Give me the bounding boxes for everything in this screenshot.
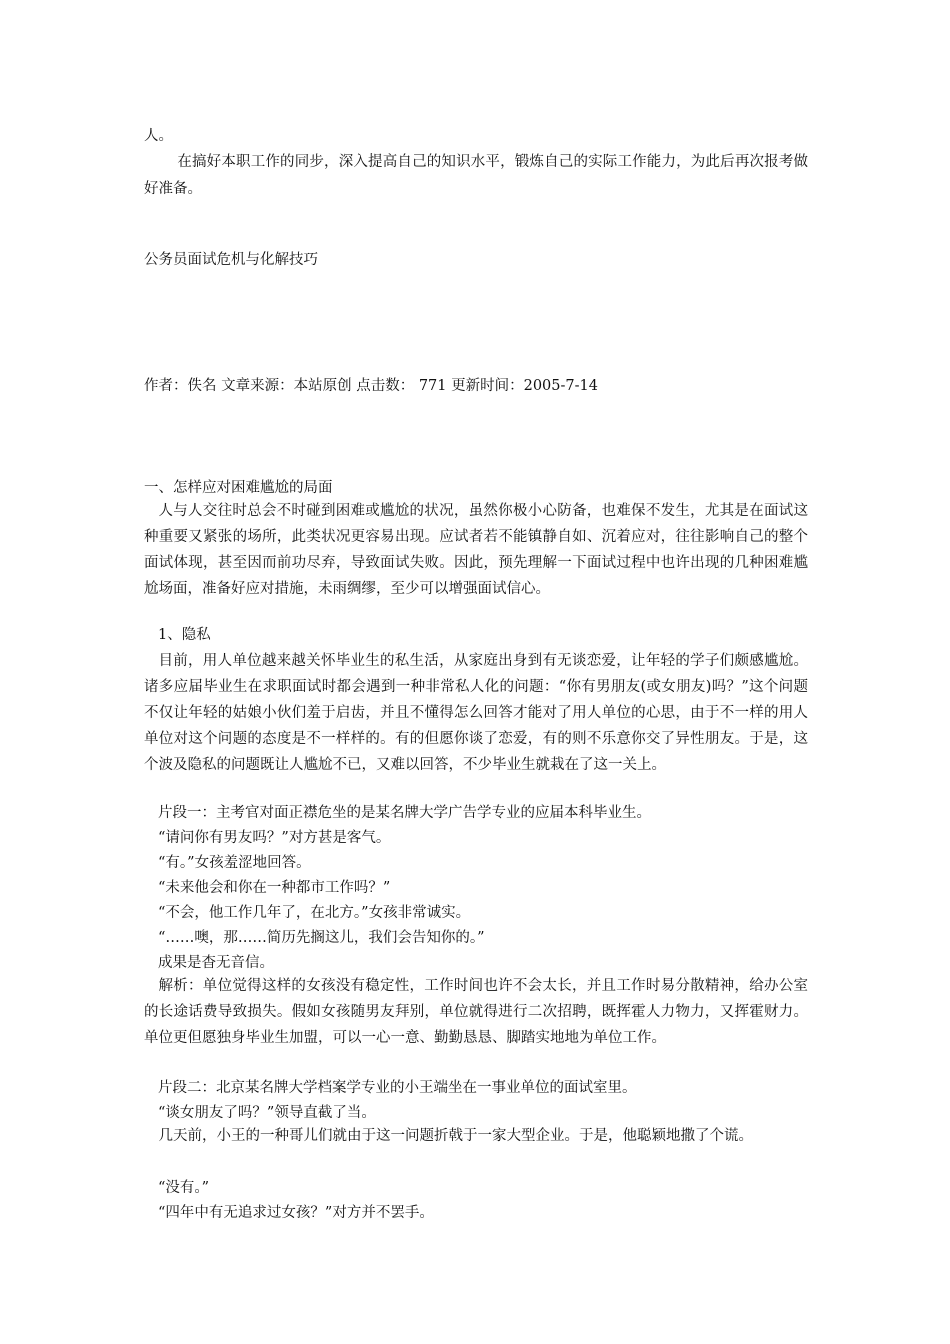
dialogue-line: “请问你有男友吗？”对方甚是客气。 [158,830,391,846]
fragment-one: 片段一：主考官对面正襟危坐的是某名牌大学广告学专业的应届本科毕业生。 [158,805,651,821]
dialogue-line: “未来他会和你在一种都市工作吗？” [158,880,391,896]
article-title: 公务员面试危机与化解技巧 [144,252,318,268]
dialogue-line: “没有。” [158,1180,210,1196]
paragraph-privacy: 目前，用人单位越来越关怀毕业生的私生活，从家庭出身到有无谈恋爱，让年轻的学子们颇感尴尬。诸多应届毕业生在求职面试时都会遇到一种非常私人化的问题：“你有男朋友(或女朋友)吗？”这个问题不仅让年轻的姑娘小伙们羞于启齿，并且不懂得怎么回答才能对了用人单位的心思，由于不一样的用人单位对这个问题的态度是不一样样的。有的但愿你谈了恋爱，有的则不乐意你交了异性朋友。于是，这个波及隐私的问题既让人尴尬不已，又难以回答，不少毕业生就栽在了这一关上。 [144,653,808,773]
dialogue-line: “谈女朋友了吗？”领导直截了当。 [158,1105,376,1121]
intro-continuation: 人。 [144,128,173,144]
dialogue-line: “……噢，那……简历先搁这儿，我们会告知你的。” [158,930,485,946]
analysis-paragraph: 解析：单位觉得这样的女孩没有稳定性，工作时间也许不会太长，并且工作时易分散精神，给办公室的长途话费导致损失。假如女孩随男友拜别，单位就得进行二次招聘，既挥霍人力物力，又挥霍财力。单位更但愿独身毕业生加盟，可以一心一意、勤勤恳恳、脚踏实地地为单位工作。 [144,978,808,1046]
dialogue-line: “不会，他工作几年了，在北方。”女孩非常诚实。 [158,905,471,921]
dialogue-line: “有。”女孩羞涩地回答。 [158,855,311,871]
article-meta: 作者：佚名 文章来源：本站原创 点击数： 771 更新时间：2005-7-14 [144,378,598,394]
paragraph-intro: 人与人交往时总会不时碰到困难或尴尬的状况，虽然你极小心防备，也难保不发生，尤其是在面试这种重要又紧张的场所，此类状况更容易出现。应试者若不能镇静自如、沉着应对，往往影响自己的整个面试体现，甚至因而前功尽弃，导致面试失败。因此，预先理解一下面试过程中也许出现的几种困难尴尬场面，准备好应对措施，未雨绸缪，至少可以增强面试信心。 [144,503,808,597]
dialogue-line: “四年中有无追求过女孩？”对方并不罢手。 [158,1205,434,1221]
subheading-privacy: 1、隐私 [158,627,211,643]
result-line: 成果是杳无音信。 [158,955,274,971]
paragraph-story: 几天前，小王的一种哥儿们就由于这一问题折戟于一家大型企业。于是，他聪颖地撒了个谎。 [158,1128,753,1144]
intro-paragraph: 在搞好本职工作的同步，深入提高自己的知识水平，锻炼自己的实际工作能力，为此后再次报考做好准备。 [144,154,808,197]
fragment-two: 片段二：北京某名牌大学档案学专业的小王端坐在一事业单位的面试室里。 [158,1080,637,1096]
section-heading: 一、怎样应对困难尴尬的局面 [144,480,333,496]
